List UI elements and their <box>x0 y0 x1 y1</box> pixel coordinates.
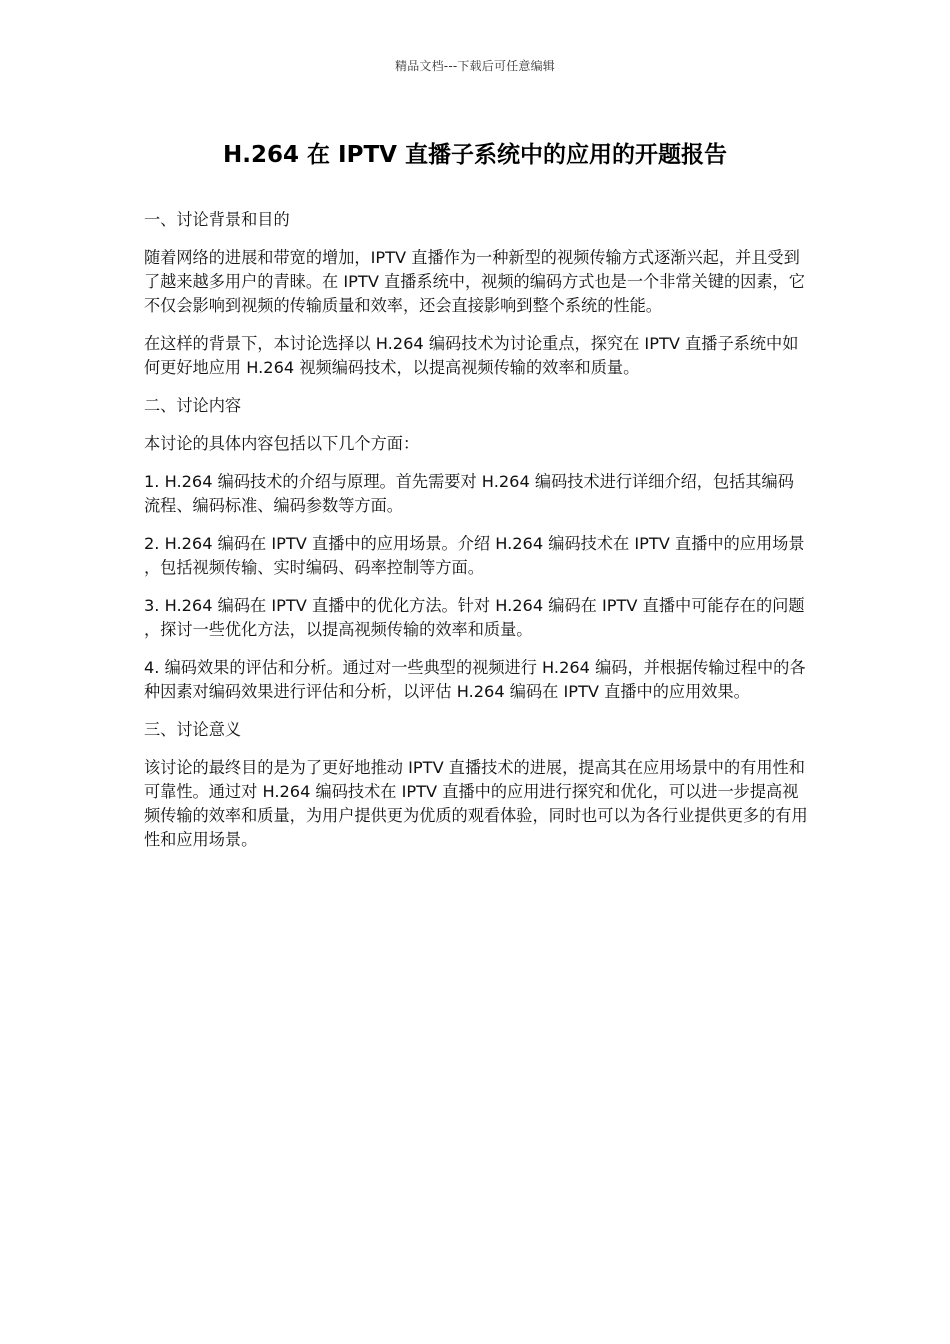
list-item: 1. H.264 编码技术的介绍与原理。首先需要对 H.264 编码技术进行详细介绍，包括其编码流程、编码标准、编码参数等方面。 <box>144 472 794 515</box>
paragraph: 随着网络的进展和带宽的增加，IPTV 直播作为一种新型的视频传输方式逐渐兴起，并且受到了越来越多用户的青睐。在 IPTV 直播系统中，视频的编码方式也是一个非常关键的因素，它不仅会影响到视频的传输质量和效率，还会直接影响到整个系统的性能。 <box>144 248 805 315</box>
section-heading-significance: 三、讨论意义 <box>144 720 242 739</box>
list-item: 4. 编码效果的评估和分析。通过对一些典型的视频进行 H.264 编码，并根据传输过程中的各种因素对编码效果进行评估和分析，以评估 H.264 编码在 IPTV 直播中的应用效果。 <box>144 658 806 701</box>
paragraph: 在这样的背景下，本讨论选择以 H.264 编码技术为讨论重点，探究在 IPTV 直播子系统中如何更好地应用 H.264 视频编码技术，以提高视频传输的效率和质量。 <box>144 334 799 377</box>
list-item: 3. H.264 编码在 IPTV 直播中的优化方法。针对 H.264 编码在 IPTV 直播中可能存在的问题，探讨一些优化方法，以提高视频传输的效率和质量。 <box>144 596 805 639</box>
page-watermark: 精品文档---下载后可任意编辑 <box>395 59 555 73</box>
section-heading-content: 二、讨论内容 <box>144 396 242 415</box>
list-item: 2. H.264 编码在 IPTV 直播中的应用场景。介绍 H.264 编码技术在 IPTV 直播中的应用场景，包括视频传输、实时编码、码率控制等方面。 <box>144 534 805 577</box>
section-heading-background: 一、讨论背景和目的 <box>144 210 290 229</box>
document-title: H.264 在 IPTV 直播子系统中的应用的开题报告 <box>223 142 727 168</box>
paragraph: 本讨论的具体内容包括以下几个方面： <box>144 434 420 453</box>
paragraph: 该讨论的最终目的是为了更好地推动 IPTV 直播技术的进展，提高其在应用场景中的有用性和可靠性。通过对 H.264 编码技术在 IPTV 直播中的应用进行探究和优化，可以进一步提高视频传输的效率和质量，为用户提供更为优质的观看体验，同时也可以为各行业提供更多的有用性和应用场景。 <box>144 758 808 849</box>
document-body <box>144 208 808 866</box>
